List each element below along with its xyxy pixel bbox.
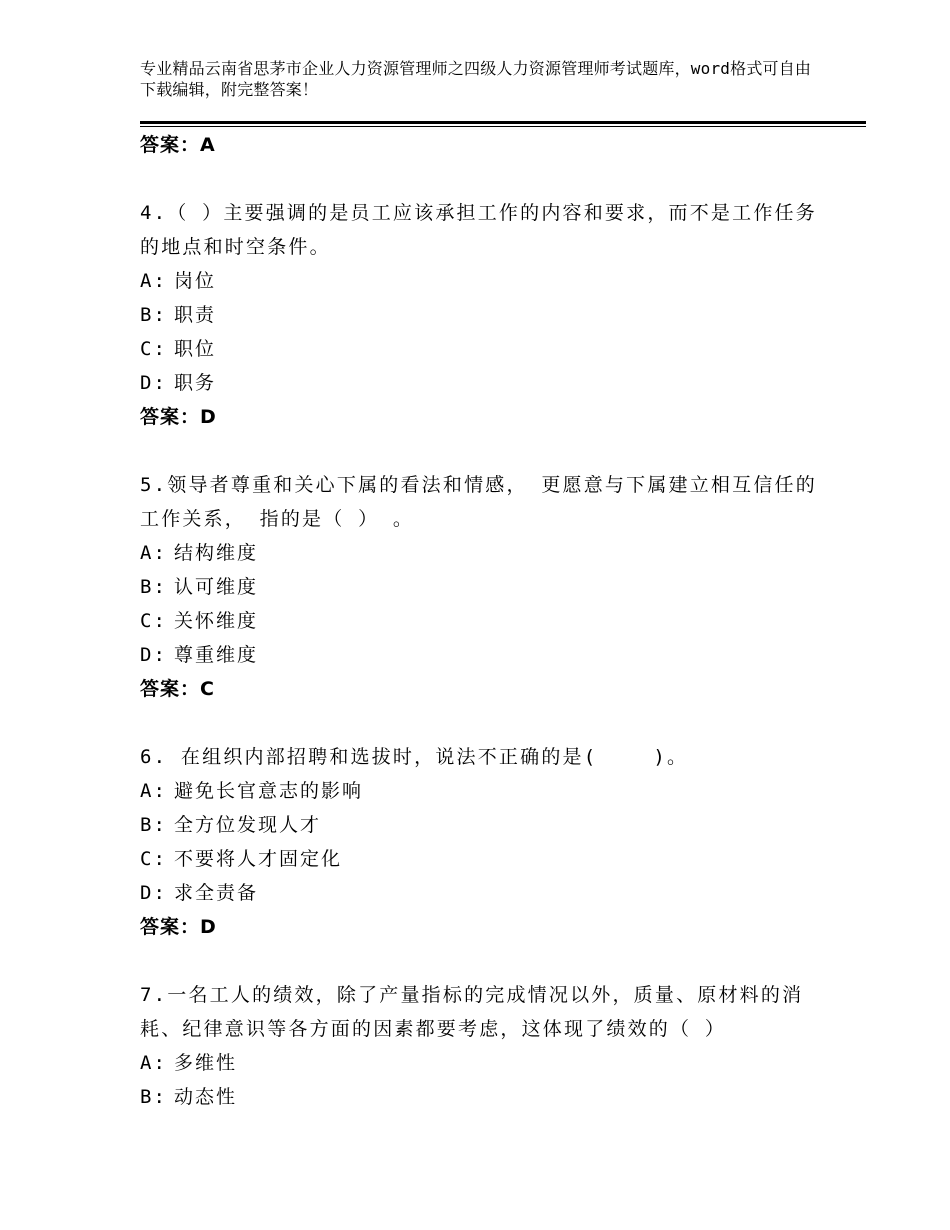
option-text: 认可维度 — [174, 576, 259, 598]
option-key: A: — [140, 1052, 167, 1074]
option-text: 关怀维度 — [174, 610, 259, 632]
option-key: D: — [140, 882, 167, 904]
option-text: 尊重维度 — [174, 644, 259, 666]
option-key: A: — [140, 780, 167, 802]
answer-line — [140, 128, 830, 162]
option-key: C: — [140, 848, 167, 870]
question-item — [140, 196, 830, 434]
option-text: 结构维度 — [174, 542, 259, 564]
option-a — [140, 536, 830, 570]
answer-value: D — [200, 916, 216, 938]
option-key: B: — [140, 814, 167, 836]
option-key: D: — [140, 372, 167, 394]
option-key: A: — [140, 542, 167, 564]
option-key: C: — [140, 610, 167, 632]
header-rule-thick — [140, 121, 866, 124]
option-a — [140, 774, 830, 808]
option-text: 避免长官意志的影响 — [174, 780, 364, 802]
option-key: A: — [140, 270, 167, 292]
option-text: 职责 — [174, 304, 217, 326]
option-text: 求全责备 — [174, 882, 259, 904]
document-header: 专业精品云南省思茅市企业人力资源管理师之四级人力资源管理师考试题库，word格式可自由下载编辑，附完整答案！ — [140, 59, 812, 99]
answer-value: C — [200, 678, 214, 700]
answer-label: 答案： — [140, 406, 201, 428]
option-key: B: — [140, 304, 167, 326]
question-text: 5.领导者尊重和关心下属的看法和情感， 更愿意与下属建立相互信任的工作关系， 指的是（ ） 。 — [140, 474, 817, 530]
answer-value: D — [200, 406, 216, 428]
option-text: 岗位 — [174, 270, 217, 292]
option-b — [140, 1080, 830, 1114]
option-b — [140, 808, 830, 842]
option-a — [140, 1046, 830, 1080]
answer-line — [140, 672, 830, 706]
option-b — [140, 570, 830, 604]
question-text: 7.一名工人的绩效，除了产量指标的完成情况以外，质量、原材料的消耗、纪律意识等各方面的因素都要考虑，这体现了绩效的（ ） — [140, 984, 804, 1040]
option-text: 全方位发现人才 — [174, 814, 322, 836]
question-item — [140, 978, 830, 1114]
option-key: D: — [140, 644, 167, 666]
option-text: 不要将人才固定化 — [174, 848, 343, 870]
option-key: B: — [140, 576, 167, 598]
answer-label: 答案： — [140, 134, 201, 156]
answer-label: 答案： — [140, 678, 201, 700]
option-b — [140, 298, 830, 332]
question-item — [140, 740, 830, 944]
option-c — [140, 604, 830, 638]
option-c — [140, 332, 830, 366]
option-key: B: — [140, 1086, 167, 1108]
header-rule-thin — [140, 126, 866, 127]
option-c — [140, 842, 830, 876]
option-d — [140, 638, 830, 672]
option-text: 动态性 — [174, 1086, 238, 1108]
option-key: C: — [140, 338, 167, 360]
question-item — [140, 468, 830, 706]
option-d — [140, 366, 830, 400]
question-text: 4.（ ）主要强调的是员工应该承担工作的内容和要求，而不是工作任务的地点和时空条件。 — [140, 202, 817, 258]
option-a — [140, 264, 830, 298]
question-text: 6. 在组织内部招聘和选拔时，说法不正确的是( )。 — [140, 746, 689, 768]
option-d — [140, 876, 830, 910]
answer-value: A — [200, 134, 215, 156]
option-text: 职务 — [174, 372, 217, 394]
answer-line — [140, 910, 830, 944]
option-text: 职位 — [174, 338, 217, 360]
answer-line — [140, 400, 830, 434]
option-text: 多维性 — [174, 1052, 238, 1074]
answer-label: 答案： — [140, 916, 201, 938]
question-list — [140, 128, 830, 1114]
